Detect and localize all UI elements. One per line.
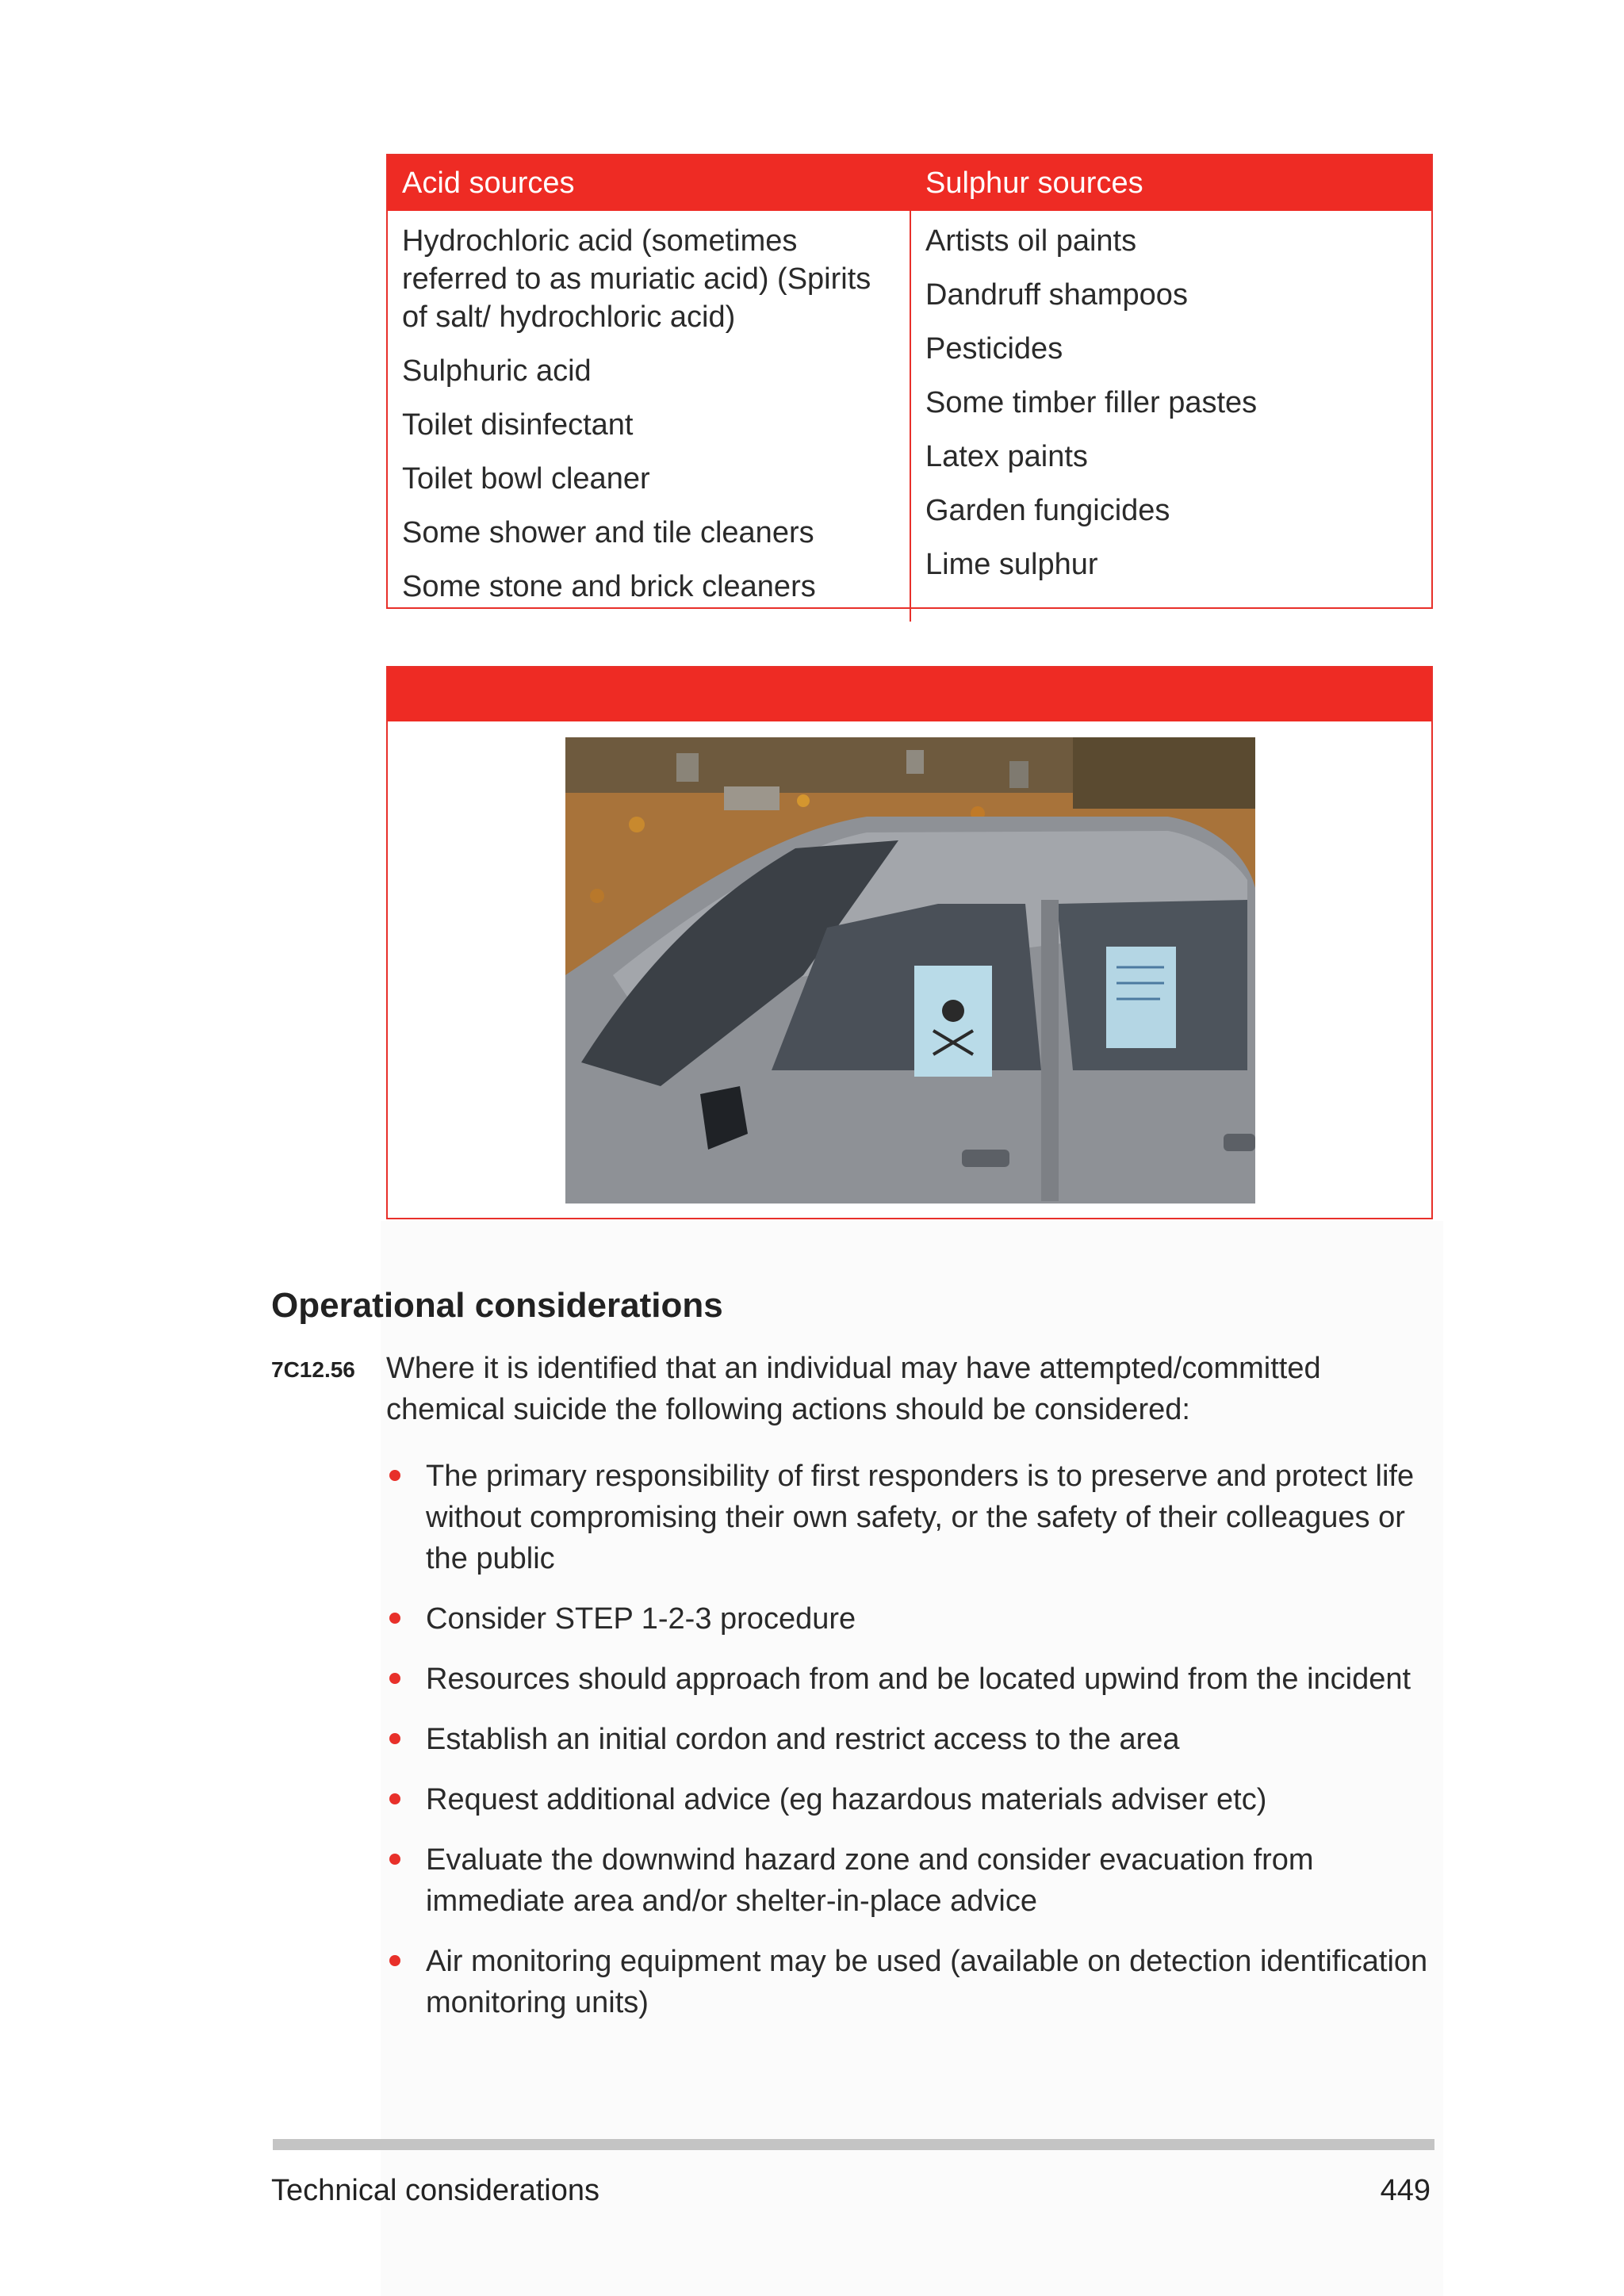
section-heading: Operational considerations (271, 1286, 723, 1325)
bullet-dot-icon (389, 1673, 400, 1684)
sulphur-source-item: Some timber filler pastes (925, 386, 1258, 419)
list-item (386, 1456, 1441, 1579)
sulphur-source-item: Pesticides (925, 332, 1063, 365)
page-number: 449 (1380, 2174, 1431, 2207)
list-item (386, 1779, 1441, 1820)
bullet-dot-icon (389, 1733, 400, 1744)
bullet-dot-icon (389, 1955, 400, 1966)
list-item-text: Consider STEP 1-2-3 procedure (426, 1602, 856, 1636)
sulphur-sources-header: Sulphur sources (911, 155, 1431, 211)
acid-source-item: Sulphuric acid (402, 354, 592, 388)
footer-rule (273, 2139, 1434, 2150)
bullet-dot-icon (389, 1613, 400, 1624)
acid-sources-column (388, 211, 911, 622)
acid-source-item: Hydrochloric acid (sometimes referred to as muriatic acid) (Spirits of salt/ hydrochloric acid) (402, 224, 871, 334)
actions-list (386, 1456, 1441, 2042)
sulphur-source-item: Latex paints (925, 440, 1088, 473)
paragraph-number: 7C12.56 (271, 1357, 355, 1382)
sulphur-source-item: Lime sulphur (925, 548, 1098, 581)
bullet-dot-icon (389, 1854, 400, 1865)
list-item-text: Air monitoring equipment may be used (available on detection identification monitoring units) (426, 1945, 1428, 2019)
car-photo (565, 737, 1255, 1203)
sulphur-source-item: Artists oil paints (925, 224, 1137, 258)
photo-header-bar (388, 668, 1431, 721)
photo-figure (386, 666, 1433, 1219)
list-item (386, 1719, 1441, 1760)
list-item-text: Resources should approach from and be located upwind from the incident (426, 1663, 1411, 1696)
list-item-text: The primary responsibility of first responders is to preserve and protect life without compromising their own safety, or the safety of their colleagues or the public (426, 1460, 1415, 1575)
list-item-text: Evaluate the downwind hazard zone and consider evacuation from immediate area and/or shelter-in-place advice (426, 1843, 1314, 1918)
footer-section-title: Technical considerations (271, 2174, 600, 2207)
acid-sources-header: Acid sources (388, 155, 911, 211)
list-item (386, 1659, 1441, 1700)
list-item-text: Request additional advice (eg hazardous materials adviser etc) (426, 1783, 1267, 1816)
sources-table (386, 154, 1433, 609)
acid-source-item: Some shower and tile cleaners (402, 516, 814, 549)
bullet-dot-icon (389, 1470, 400, 1481)
list-item (386, 1839, 1441, 1922)
sulphur-sources-column (911, 211, 1431, 622)
acid-source-item: Some stone and brick cleaners (402, 570, 816, 603)
paragraph-text: Where it is identified that an individual may have attempted/committed chemical suicide the following actions should be considered: (386, 1352, 1321, 1426)
acid-source-item: Toilet bowl cleaner (402, 462, 650, 496)
list-item-text: Establish an initial cordon and restrict access to the area (426, 1723, 1180, 1756)
bullet-dot-icon (389, 1793, 400, 1804)
sulphur-source-item: Dandruff shampoos (925, 278, 1188, 312)
sulphur-source-item: Garden fungicides (925, 494, 1170, 527)
acid-source-item: Toilet disinfectant (402, 408, 634, 442)
list-item (386, 1941, 1441, 2023)
list-item (386, 1598, 1441, 1640)
